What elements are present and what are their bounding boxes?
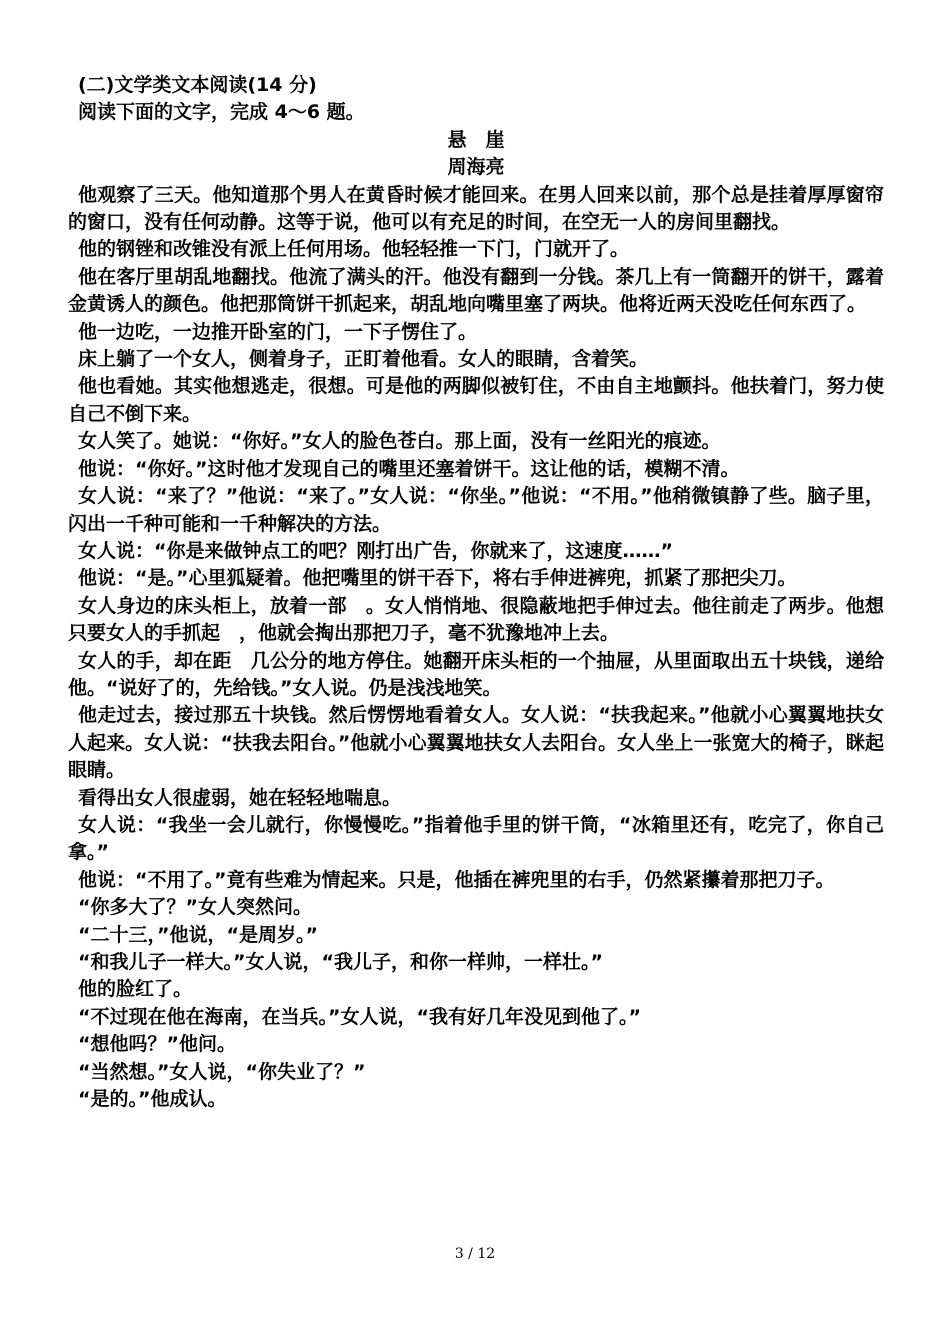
paragraph: 床上躺了一个女人，侧着身子，正盯着他看。女人的眼睛，含着笑。 xyxy=(78,348,649,371)
paragraph: 女人说：“你是来做钟点工的吧？刚打出广告，你就来了，这速度……” xyxy=(78,539,673,562)
paragraph: “你多大了？”女人突然问。 xyxy=(78,896,312,919)
paragraph: “当然想。”女人说，“你失业了？” xyxy=(78,1060,366,1083)
page-number: 3 / 12 xyxy=(454,1246,496,1262)
paragraph: 女人说：“来了？”他说：“来了。”女人说：“你坐。”他说：“不用。”他稍微镇静了些。脑子里，闪出一千种可能和一千种解决的方法。 xyxy=(68,485,884,535)
paragraph: “和我儿子一样大。”女人说，“我儿子，和你一样帅，一样壮。” xyxy=(78,951,603,973)
paragraph: 女人身边的床头柜上，放着一部 。女人悄悄地、很隐蔽地把手伸过去。他往前走了两步。他想只要女人的手抓起 ，他就会掏出那把刀子，毫不犹豫地冲上去。 xyxy=(68,594,884,645)
instruction-text: 阅读下面的文字，完成 4～6 题。 xyxy=(78,101,365,124)
paragraph: 看得出女人很虚弱，她在轻轻地喘息。 xyxy=(78,786,402,809)
paragraph: 他观察了三天。他知道那个男人在黄昏时候才能回来。在男人回来以前，那个总是挂着厚厚窗帘的窗口，没有任何动静。这等于说，他可以有充足的时间，在空无一人的房间里翻找。 xyxy=(68,183,884,234)
paragraph: “不过现在他在海南，在当兵。”女人说，“我有好几年没见到他了。” xyxy=(78,1005,641,1028)
paragraph: 他说：“你好。”这时他才发现自己的嘴里还塞着饼干。这让他的话，模糊不清。 xyxy=(78,457,740,480)
paragraph: 他的脸红了。 xyxy=(78,978,193,1001)
paragraph: 他在客厅里胡乱地翻找。他流了满头的汗。他没有翻到一分钱。茶几上有一筒翻开的饼干，露着金黄诱人的颜色。他把那筒饼干抓起来，胡乱地向嘴里塞了两块。他将近两天没吃任何东西了。 xyxy=(68,265,884,316)
document-page xyxy=(68,72,884,1113)
paragraph: 女人说：“我坐一会儿就行，你慢慢吃。”指着他手里的饼干筒，“冰箱里还有，吃完了，你自己拿。” xyxy=(68,813,884,864)
paragraph: “是的。”他成认。 xyxy=(78,1088,227,1111)
section-heading: (二)文学类文本阅读(14 分) xyxy=(78,74,317,96)
paragraph: 女人的手，却在距 几公分的地方停住。她翻开床头柜的一个抽屉，从里面取出五十块钱，递给他。“说好了的，先给钱。”女人说。仍是浅浅地笑。 xyxy=(68,649,884,699)
paragraph: 他也看她。其实他想逃走，很想。可是他的两脚似被钉住，不由自主地颤抖。他扶着门，努力使自己不倒下来。 xyxy=(68,375,884,425)
paragraph: 他一边吃，一边推开卧室的门，一下子愣住了。 xyxy=(78,320,478,343)
paragraph: “二十三，”他说，“是周岁。” xyxy=(78,923,318,946)
paragraph: 女人笑了。她说：“你好。”女人的脸色苍白。那上面，没有一丝阳光的痕迹。 xyxy=(78,430,721,453)
paragraph: 他说：“是。”心里狐疑着。他把嘴里的饼干吞下，将右手伸进裤兜，抓紧了那把尖刀。 xyxy=(78,567,797,590)
paragraph: 他说：“不用了。”竟有些难为情起来。只是，他插在裤兜里的右手，仍然紧攥着那把刀子。 xyxy=(78,868,835,891)
paragraph: “想他吗？”他问。 xyxy=(78,1033,236,1056)
paragraph: 他的钢锉和改锥没有派上任何用场。他轻轻推一下门，门就开了。 xyxy=(78,238,630,261)
paragraph: 他走过去，接过那五十块钱。然后愣愣地看着女人。女人说：“扶我起来。”他就小心翼翼地扶女人起来。女人说：“扶我去阳台。”他就小心翼翼地扶女人去阳台。女人坐上一张宽大的椅子，眯起眼睛。 xyxy=(68,704,884,782)
story-title: 悬 崖 xyxy=(447,128,505,151)
story-author: 周海亮 xyxy=(447,156,505,179)
